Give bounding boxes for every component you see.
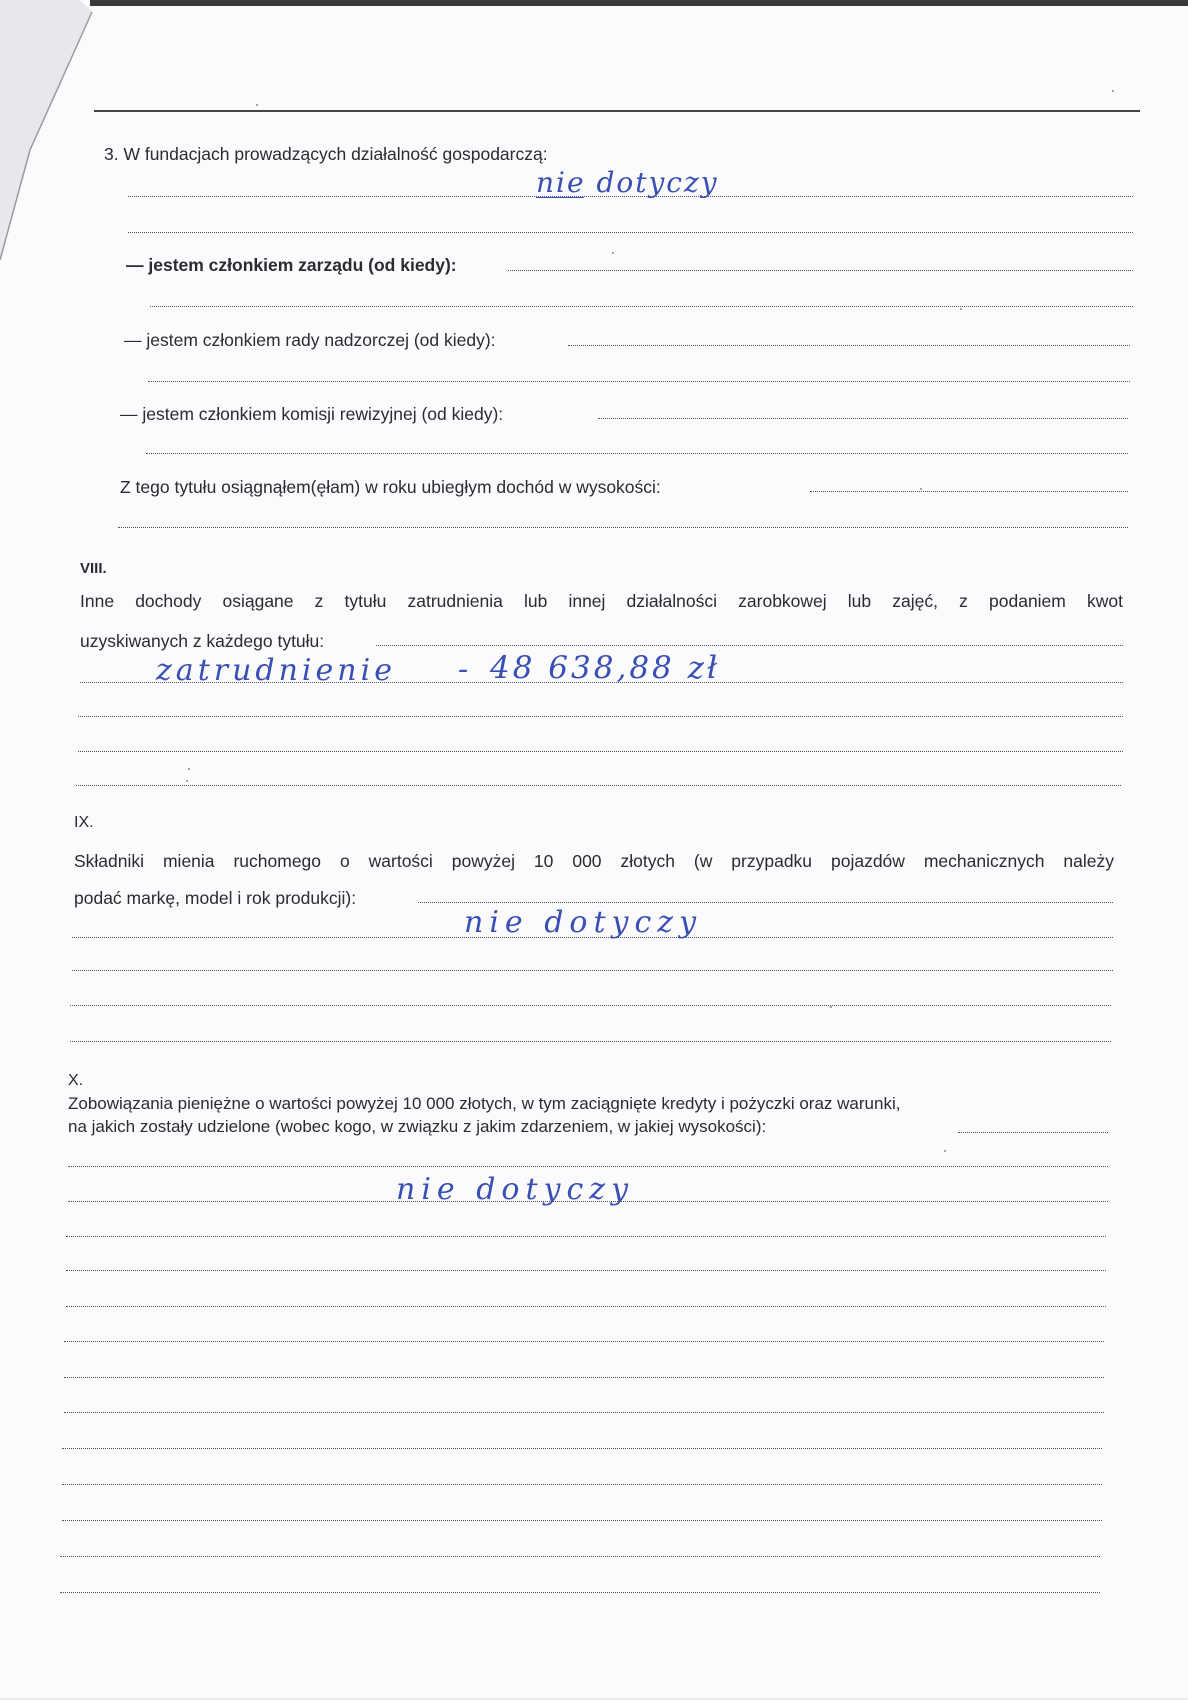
scan-speck [256, 104, 258, 106]
answer-line [68, 1166, 1108, 1167]
answer-line [66, 1236, 1106, 1237]
answer-line [78, 751, 1123, 752]
scan-speck [960, 308, 962, 310]
answer-line [66, 1306, 1106, 1307]
answer-line [150, 306, 1133, 307]
answer-line [128, 232, 1133, 233]
answer-line [60, 1592, 1100, 1593]
section-viii-line [376, 645, 1123, 646]
section-x-numeral: X. [68, 1072, 84, 1089]
section-3-heading: 3. W fundacjach prowadzących działalność gospodarczą: [104, 144, 548, 164]
answer-line [64, 1341, 1104, 1342]
rada-line [568, 345, 1130, 346]
handwritten-answer: nie dotyczy [464, 905, 703, 940]
section-x-text-line2: na jakich zostały udzielone (wobec kogo, w związku z jakim zdarzeniem, w jakiej wysokości): [68, 1117, 767, 1136]
handwritten-answer: nie dotyczy [536, 166, 719, 199]
answer-line [70, 1041, 1111, 1042]
scan-speck [188, 768, 190, 770]
answer-line [78, 716, 1123, 717]
answer-line [64, 1377, 1104, 1378]
section-viii-text-line1: Inne dochody osiągane z tytułu zatrudnienia lub innej działalności zarobkowej lub zajęć, z podaniem kwot [80, 591, 1123, 611]
handwritten-underline [536, 197, 584, 198]
section-viii-numeral: VIII. [80, 560, 107, 577]
header-rule [94, 110, 1140, 112]
answer-line [72, 970, 1113, 971]
handwritten-answer: nie dotyczy [396, 1172, 635, 1207]
dochod-label: Z tego tytułu osiągnąłem(ęłam) w roku ubiegłym dochód w wysokości: [120, 477, 661, 497]
zarzad-line [508, 270, 1133, 271]
section-x-text-line1: Zobowiązania pieniężne o wartości powyżej 10 000 złotych, w tym zaciągnięte kredyty i pożyczki oraz warunki, [68, 1094, 901, 1113]
answer-line [64, 1412, 1104, 1413]
answer-line [68, 1201, 1108, 1202]
answer-line [70, 1005, 1111, 1006]
zarzad-label: — jestem członkiem zarządu (od kiedy): [126, 255, 457, 275]
answer-line [66, 1270, 1106, 1271]
answer-line [146, 453, 1128, 454]
answer-line [118, 527, 1128, 528]
dochod-line [810, 491, 1128, 492]
scan-speck [186, 780, 188, 782]
scan-speck [1112, 90, 1114, 92]
scan-speck [920, 488, 922, 490]
handwritten-income-amount: 48 638,88 zł [490, 650, 721, 686]
section-x-line [958, 1132, 1108, 1133]
scan-speck [830, 1006, 832, 1008]
scan-speck [612, 252, 614, 254]
section-ix-numeral: IX. [74, 814, 94, 831]
handwritten-dash: - [458, 652, 471, 687]
answer-line [76, 785, 1121, 786]
komisja-line [598, 418, 1128, 419]
answer-line [148, 381, 1130, 382]
handwritten-income-source: zatrudnienie [156, 653, 396, 688]
section-ix-text-line2: podać markę, model i rok produkcji): [74, 888, 357, 908]
rada-label: — jestem członkiem rady nadzorczej (od kiedy): [124, 330, 496, 350]
section-ix-line [418, 902, 1113, 903]
scan-top-border [90, 0, 1188, 6]
scan-speck [944, 1150, 946, 1152]
answer-line [62, 1520, 1102, 1521]
section-ix-text-line1: Składniki mienia ruchomego o wartości powyżej 10 000 złotych (w przypadku pojazdów mechanicznych należy [74, 851, 1114, 871]
answer-line [62, 1484, 1102, 1485]
komisja-label: — jestem członkiem komisji rewizyjnej (od kiedy): [120, 404, 504, 424]
section-viii-text-line2: uzyskiwanych z każdego tytułu: [80, 631, 325, 651]
answer-line [60, 1556, 1100, 1557]
answer-line [62, 1448, 1102, 1449]
